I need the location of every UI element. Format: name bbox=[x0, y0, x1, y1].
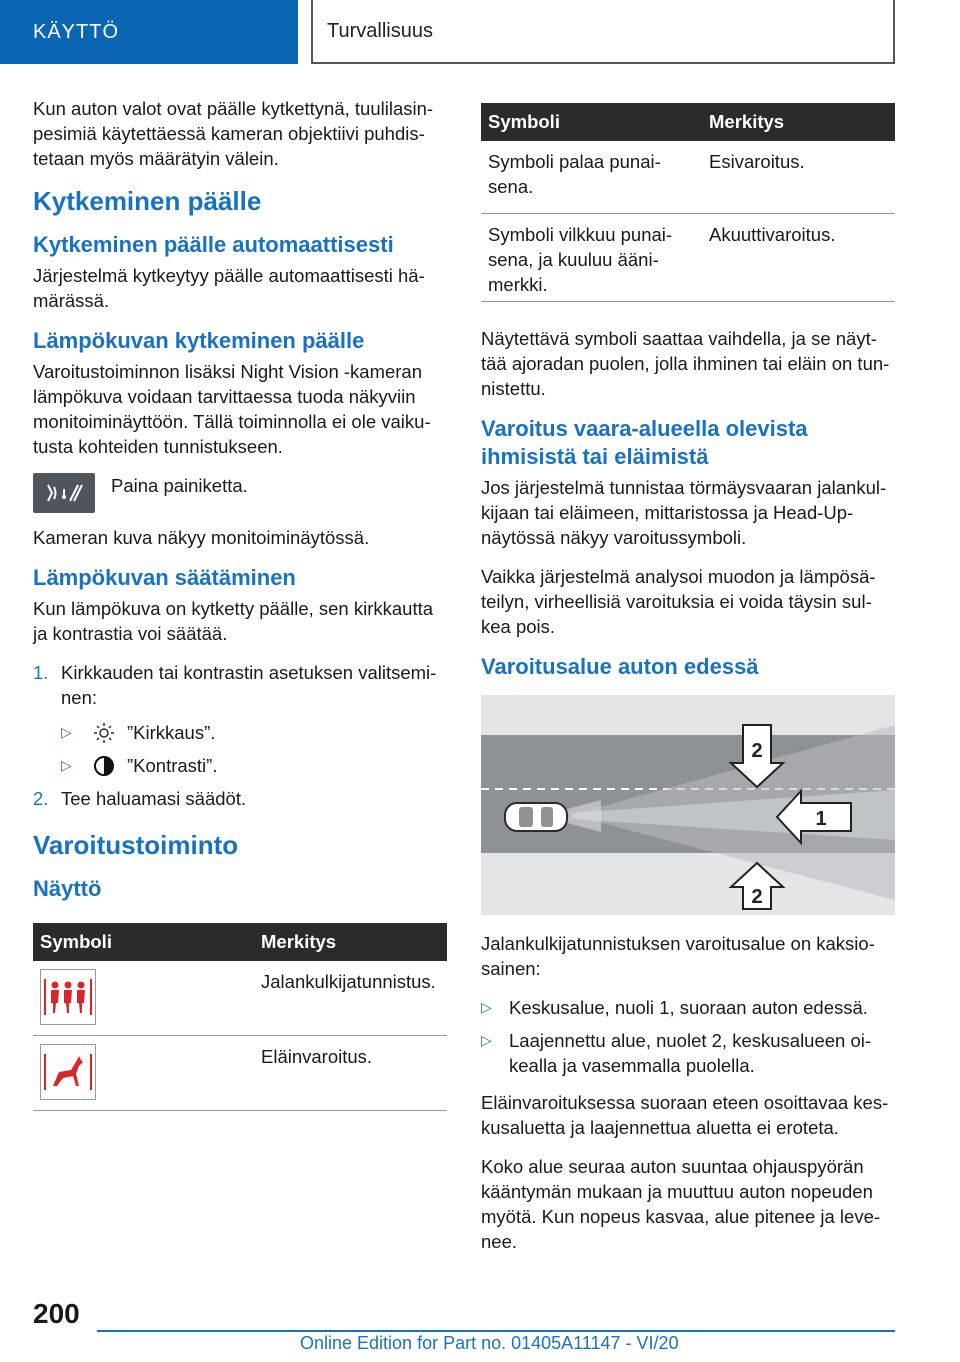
step-number: 2. bbox=[33, 788, 49, 809]
section-title: KÄYTTÖ bbox=[33, 20, 120, 43]
heading-zone: Varoitusalue auton edessä bbox=[481, 654, 759, 679]
triangle-bullet-icon: ▷ bbox=[481, 999, 492, 1015]
list-item bbox=[33, 786, 447, 811]
triangle-bullet-icon: ▷ bbox=[61, 757, 72, 773]
edition-text: Online Edition for Part no. 01405A11147 - VI/20 bbox=[300, 1333, 679, 1353]
night-vision-button-icon bbox=[33, 473, 95, 513]
option-text: ”Kirkkaus”. bbox=[127, 722, 216, 743]
arrow-label: 2 bbox=[751, 886, 763, 908]
press-button-text: Paina painiketta. bbox=[111, 475, 248, 496]
table-row bbox=[33, 1036, 447, 1111]
arrow-label: 1 bbox=[815, 808, 827, 830]
table-header-row bbox=[33, 923, 447, 961]
intro-paragraph: Kun auton valot ovat päälle kytkettynä, tuulilasinpesimiä käytettäessä kameran objektiivi puhdistetaan myös määrätyin välein. bbox=[33, 98, 434, 169]
step-text: Tee haluamasi säädöt. bbox=[61, 788, 247, 809]
meaning-cell: Eläinvaroitus. bbox=[254, 1036, 447, 1111]
triangle-bullet-icon: ▷ bbox=[61, 724, 72, 740]
symbol-table-left bbox=[33, 923, 447, 1111]
table-row bbox=[481, 214, 895, 302]
paragraph-follow: Koko alue seuraa auton suuntaa ohjauspyörän kääntymän mukaan ja muuttuu auton nopeuden myötä. Kun nopeus kasvaa, alue pitenee ja levenee. bbox=[481, 1156, 881, 1252]
paragraph-adjust: Kun lämpökuva on kytketty päälle, sen kirkkautta ja kontrastia voi säätää. bbox=[33, 598, 434, 644]
heading-danger: Varoitus vaara-alueella olevista ihmisistä tai eläimistä bbox=[481, 416, 808, 469]
paragraph-symbol: Näytettävä symboli saattaa vaihdella, ja se näyttää ajoradan puolen, jolla ihminen tai eläin on tunnistettu. bbox=[481, 328, 890, 399]
table-row bbox=[481, 141, 895, 214]
heading-adjust: Lämpökuvan säätäminen bbox=[33, 565, 296, 590]
adjust-steps bbox=[33, 660, 447, 710]
table-row bbox=[33, 961, 447, 1036]
button-instruction bbox=[33, 473, 447, 513]
heading-warning: Varoitustoiminto bbox=[33, 830, 239, 860]
adjust-steps-2 bbox=[33, 786, 447, 811]
pedestrian-warning-icon bbox=[40, 969, 96, 1025]
right-column bbox=[481, 103, 895, 1268]
left-column bbox=[33, 96, 447, 1125]
paragraph-zone: Jalankulkijatunnistuksen varoitusalue on kaksiosainen: bbox=[481, 933, 875, 979]
column-header: Symboli bbox=[481, 103, 702, 141]
step-number: 1. bbox=[33, 662, 49, 683]
table-header-row bbox=[481, 103, 895, 141]
column-header: Symboli bbox=[33, 923, 254, 961]
symbol-cell: Symboli palaa punaisena. bbox=[481, 141, 702, 214]
list-item bbox=[481, 1028, 895, 1078]
chapter-title: Turvallisuus bbox=[327, 19, 433, 42]
option-contrast bbox=[61, 753, 447, 778]
heading-thermal: Lämpökuvan kytkeminen päälle bbox=[33, 328, 365, 353]
animal-warning-icon bbox=[40, 1044, 96, 1100]
option-text: ”Kontrasti”. bbox=[127, 755, 218, 776]
heading-switch-on: Kytkeminen päälle bbox=[33, 186, 262, 216]
symbol-table-right bbox=[481, 103, 895, 302]
footer-divider bbox=[97, 1330, 895, 1332]
heading-auto: Kytkeminen päälle automaattisesti bbox=[33, 232, 394, 257]
brightness-icon bbox=[91, 722, 117, 744]
paragraph-danger-1: Jos järjestelmä tunnistaa törmäysvaaran jalankulkijaan tai eläimeen, mittaristossa ja Head-Up-näytössä näkyy varoitussymboli. bbox=[481, 477, 887, 548]
chapter-header bbox=[311, 0, 895, 64]
symbol-cell: Symboli vilkkuu punaisena, ja kuuluu äänimerkki. bbox=[481, 214, 702, 302]
list-item bbox=[481, 995, 895, 1020]
heading-display: Näyttö bbox=[33, 876, 102, 901]
paragraph-danger-2: Vaikka järjestelmä analysoi muodon ja lämpösäteilyn, virheellisiä varoituksia ei voida täysin sulkea pois. bbox=[481, 566, 876, 637]
meaning-cell: Jalankulkijatunnistus. bbox=[254, 961, 447, 1036]
bullet-text: Keskusalue, nuoli 1, suoraan auton edessä. bbox=[509, 997, 868, 1018]
option-brightness bbox=[61, 720, 447, 745]
list-item bbox=[33, 660, 447, 710]
meaning-cell: Akuuttivaroitus. bbox=[702, 214, 895, 302]
paragraph-auto: Järjestelmä kytkeytyy päälle automaattisesti hämärässä. bbox=[33, 265, 425, 311]
zone-bullets bbox=[481, 995, 895, 1078]
arrow-label: 2 bbox=[751, 740, 763, 762]
meaning-cell: Esivaroitus. bbox=[702, 141, 895, 214]
car-icon bbox=[505, 803, 567, 831]
paragraph-animal: Eläinvaroituksessa suoraan eteen osoittavaa keskusaluetta ja laajennettua aluetta ei eroteta. bbox=[481, 1092, 889, 1138]
triangle-bullet-icon: ▷ bbox=[481, 1032, 492, 1048]
page-number: 200 bbox=[33, 1298, 80, 1329]
contrast-icon bbox=[91, 755, 117, 777]
paragraph-thermal: Varoitustoiminnon lisäksi Night Vision -kameran lämpökuva voidaan tarvittaessa tuoda näkyviin monitoiminäyttöön. Tällä toiminnolla ei ole vaikutusta kohteiden tunnistukseen. bbox=[33, 361, 431, 457]
column-header: Merkitys bbox=[254, 923, 447, 961]
column-header: Merkitys bbox=[702, 103, 895, 141]
warning-zone-figure bbox=[481, 695, 895, 915]
paragraph-camera: Kameran kuva näkyy monitoiminäytössä. bbox=[33, 527, 370, 548]
section-tab bbox=[0, 0, 298, 64]
bullet-text: Laajennettu alue, nuolet 2, keskusalueen oikealla ja vasemmalla puolella. bbox=[509, 1030, 872, 1076]
step-text: Kirkkauden tai kontrastin asetuksen valitseminen: bbox=[61, 662, 437, 708]
